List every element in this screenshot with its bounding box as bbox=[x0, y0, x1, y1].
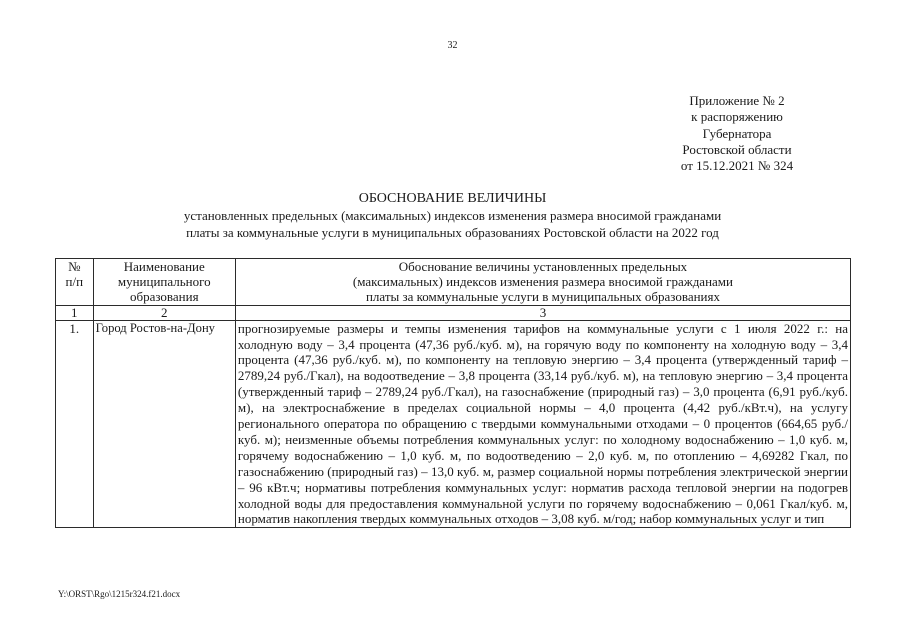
appendix-line: Ростовской области bbox=[682, 141, 792, 157]
subtitle-line: платы за коммунальные услуги в муниципальных образованиях Ростовской области на 2022 год bbox=[186, 224, 719, 240]
column-number: 1 bbox=[56, 305, 94, 320]
page-number: 32 bbox=[447, 40, 458, 51]
appendix-block bbox=[667, 93, 807, 174]
header-line: (максимальных) индексов изменения размера вносимой гражданами bbox=[352, 274, 733, 290]
document-subtitle bbox=[0, 208, 905, 241]
header-line: Наименование bbox=[123, 259, 205, 274]
row-municipality: Город Ростов-на-Дону bbox=[93, 320, 235, 528]
header-justification bbox=[235, 259, 850, 306]
header-line: муниципального bbox=[117, 274, 211, 290]
row-number: 1. bbox=[56, 320, 94, 528]
column-number: 2 bbox=[93, 305, 235, 320]
column-number: 3 bbox=[235, 305, 850, 320]
appendix-line: Губернатора bbox=[702, 125, 772, 141]
appendix-line: от 15.12.2021 № 324 bbox=[680, 158, 794, 174]
header-line: платы за коммунальные услуги в муниципальных образованиях bbox=[365, 289, 720, 305]
footer-file-path: Y:\ORST\Rgo\1215r324.f21.docx bbox=[58, 589, 181, 599]
appendix-line: к распоряжению bbox=[691, 109, 783, 125]
document-title: ОБОСНОВАНИЕ ВЕЛИЧИНЫ bbox=[358, 191, 547, 206]
justification-table bbox=[55, 258, 851, 528]
table-header-row bbox=[56, 259, 851, 306]
appendix-line: Приложение № 2 bbox=[689, 93, 785, 108]
header-line: п/п bbox=[65, 274, 84, 290]
header-line: Обоснование величины установленных предельных bbox=[398, 259, 688, 274]
subtitle-line: установленных предельных (максимальных) индексов изменения размера вносимой гражданами bbox=[183, 208, 722, 223]
column-number-row bbox=[56, 305, 851, 320]
header-line: № bbox=[68, 259, 81, 274]
header-line: образования bbox=[129, 289, 199, 305]
header-number bbox=[56, 259, 94, 306]
row-justification: прогнозируемые размеры и темпы изменения тарифов на коммунальные услуги с 1 июля 2022 г.: на холодную воду – 3,4 процента (47,36 руб./куб. м), на горячую воду по компоненту на холодную воду – 3,4 процента (47,36 руб./куб. м), по компоненту на тепловую энергию – 3,4 процента (утвержденный тариф – 2789,24 руб./Гкал), на водоотведение – 3,8 процента (33,14 руб./куб. м), на тепловую энергию – 3,4 процента (утвержденный тариф – 2789,24 руб./Гкал), на газоснабжение (природный газ) – 3,0 процента (6,91 руб./куб. м), на электроснабжение в пределах социальной нормы – 4,0 процента (4,42 руб./кВт.ч), на услугу регионального оператора по обращению с твердыми коммунальными отходами – 0 процентов (664,65 руб./куб. м); неизменные объемы потребления коммунальных услуг: по холодному водоснабжению – 1,0 куб. м, горячему водоснабжению – 1,0 куб. м, по водоотведению – 2,0 куб. м, по отоплению – 4,69282 Гкал, по газоснабжению (природный газ) – 13,0 куб. м, размер социальной нормы потребления электрической энергии – 96 кВт.ч; нормативы потребления коммунальных услуг: норматив расхода тепловой энергии на подогрев холодной воды для предоставления коммунальной услуги по горячему водоснабжению – 0,061 Гкал/куб. м, норматив накопления твердых коммунальных отходов – 3,08 куб. м/год; набор коммунальных услуг и тип bbox=[235, 320, 850, 528]
header-municipality bbox=[93, 259, 235, 306]
table-row bbox=[56, 320, 851, 528]
